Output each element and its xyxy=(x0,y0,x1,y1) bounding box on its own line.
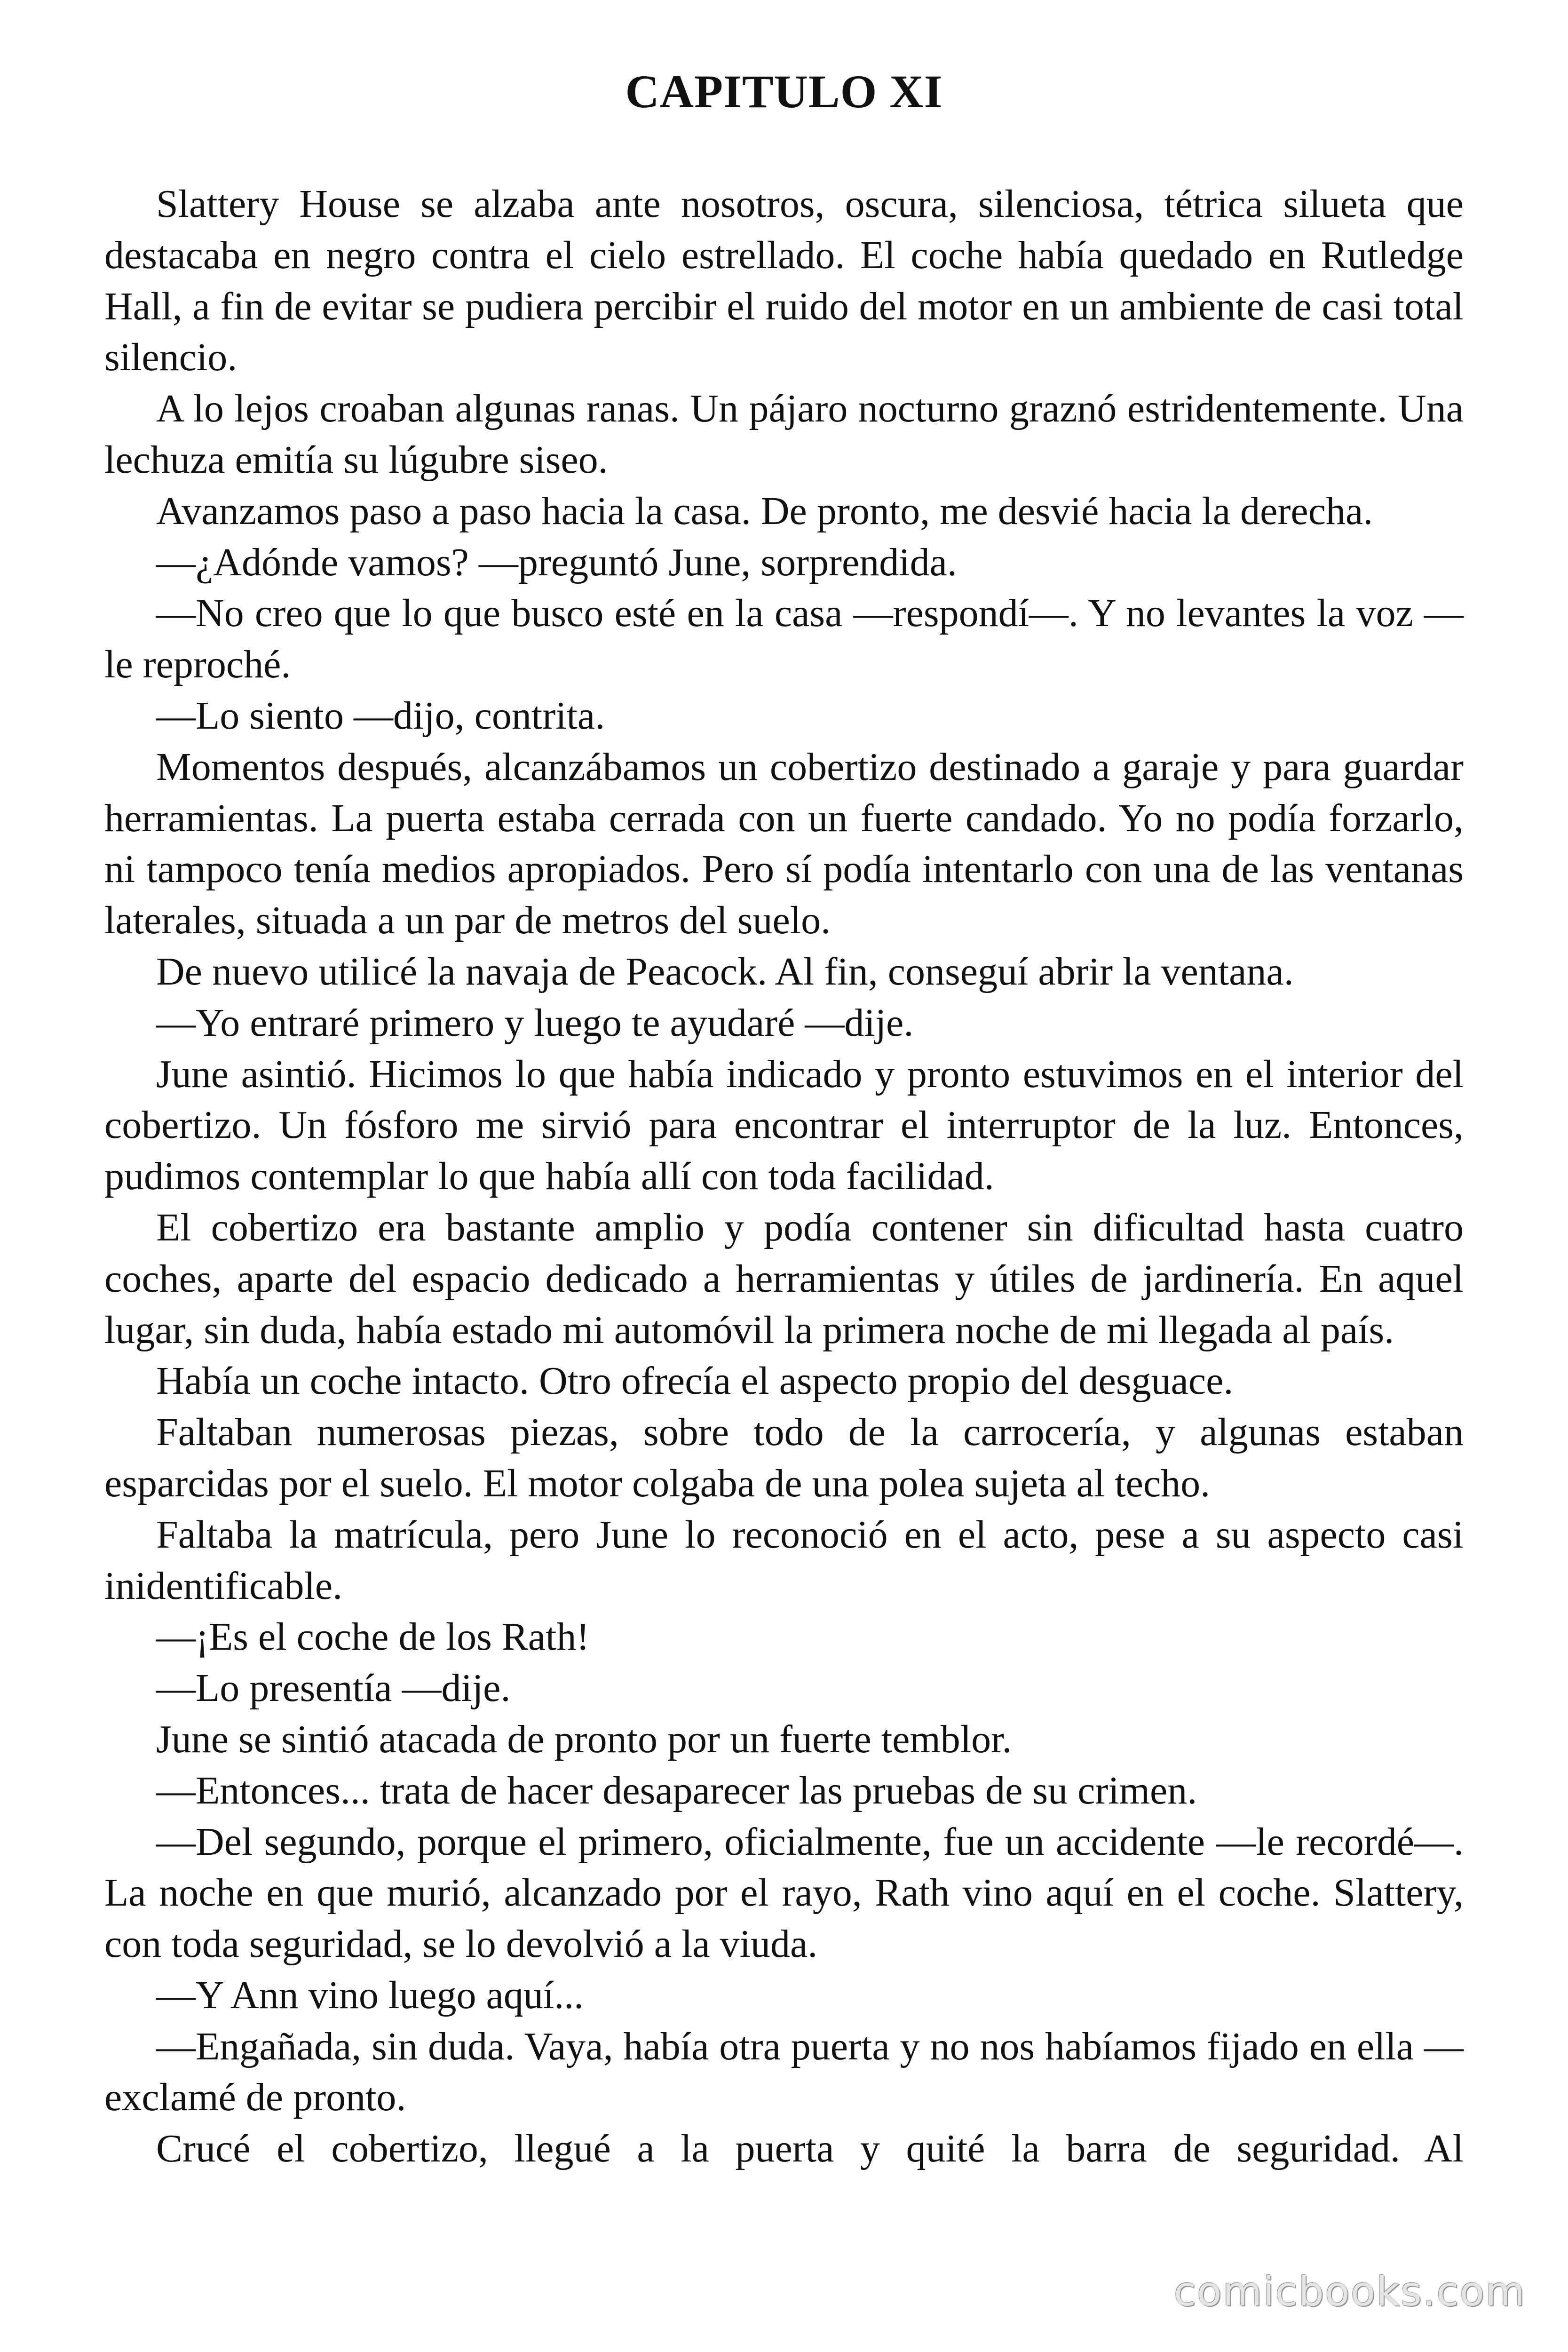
chapter-title: CAPITULO XI xyxy=(625,65,943,118)
paragraph: A lo lejos croaban algunas ranas. Un pájaro nocturno graznó estridentemente. Una lechuza emitía su lúgubre siseo. xyxy=(104,387,1464,482)
paragraph: —Del segundo, porque el primero, oficialmente, fue un accidente —le recordé—. La noche en que murió, alcanzado por el rayo, Rath vino aquí en el coche. Slattery, con toda seguridad, se lo devolvió a la viuda. xyxy=(104,1820,1464,1966)
paragraph: —Engañada, sin duda. Vaya, había otra puerta y no nos habíamos fijado en ella —exclamé de pronto. xyxy=(104,2024,1464,2120)
paragraph: —No creo que lo que busco esté en la casa —respondí—. Y no levantes la voz —le reproché. xyxy=(104,591,1464,687)
watermark: comicbooks.com xyxy=(1173,2268,1526,2315)
paragraph: De nuevo utilicé la navaja de Peacock. Al fin, conseguí abrir la ventana. xyxy=(156,949,1294,993)
chapter-body xyxy=(104,179,1464,2175)
paragraph: —Lo presentía —dije. xyxy=(156,1666,511,1710)
paragraph: —¿Adónde vamos? —preguntó June, sorprendida. xyxy=(156,540,957,584)
paragraph: —Entonces... trata de hacer desaparecer las pruebas de su crimen. xyxy=(156,1768,1197,1812)
paragraph: Había un coche intacto. Otro ofrecía el aspecto propio del desguace. xyxy=(156,1359,1234,1403)
paragraph: Slattery House se alzaba ante nosotros, oscura, silenciosa, tétrica silueta que destacaba en negro contra el cielo estrellado. El coche había quedado en Rutledge Hall, a fin de evitar se pudiera percibir el ruido del motor en un ambiente de casi total silencio. xyxy=(104,182,1464,380)
paragraph: Momentos después, alcanzábamos un cobertizo destinado a garaje y para guardar herramientas. La puerta estaba cerrada con un fuerte candado. Yo no podía forzarlo, ni tampoco tenía medios apropiados. Pero sí podía intentarlo con una de las ventanas laterales, situada a un par de metros del suelo. xyxy=(104,745,1464,943)
paragraph: Avanzamos paso a paso hacia la casa. De pronto, me desvié hacia la derecha. xyxy=(156,489,1373,533)
paragraph: Faltaban numerosas piezas, sobre todo de la carrocería, y algunas estaban esparcidas por el suelo. El motor colgaba de una polea sujeta al techo. xyxy=(104,1410,1464,1505)
paragraph: —Y Ann vino luego aquí... xyxy=(156,1973,584,2017)
paragraph: June asintió. Hicimos lo que había indicado y pronto estuvimos en el interior del cobertizo. Un fósforo me sirvió para encontrar el interruptor de la luz. Entonces, pudimos contemplar lo que había allí con toda facilidad. xyxy=(104,1052,1464,1199)
paragraph: —Lo siento —dijo, contrita. xyxy=(156,693,605,738)
paragraph: —¡Es el coche de los Rath! xyxy=(156,1615,590,1659)
paragraph: Crucé el cobertizo, llegué a la puerta y quité la barra de seguridad. Al xyxy=(156,2127,1464,2171)
paragraph: Faltaba la matrícula, pero June lo reconoció en el acto, pese a su aspecto casi inidentificable. xyxy=(104,1512,1464,1608)
paragraph: El cobertizo era bastante amplio y podía contener sin dificultad hasta cuatro coches, aparte del espacio dedicado a herramientas y útiles de jardinería. En aquel lugar, sin duda, había estado mi automóvil la primera noche de mi llegada al país. xyxy=(104,1205,1464,1352)
paragraph: June se sintió atacada de pronto por un fuerte temblor. xyxy=(156,1717,1012,1761)
paragraph: —Yo entraré primero y luego te ayudaré —dije. xyxy=(156,1001,914,1045)
